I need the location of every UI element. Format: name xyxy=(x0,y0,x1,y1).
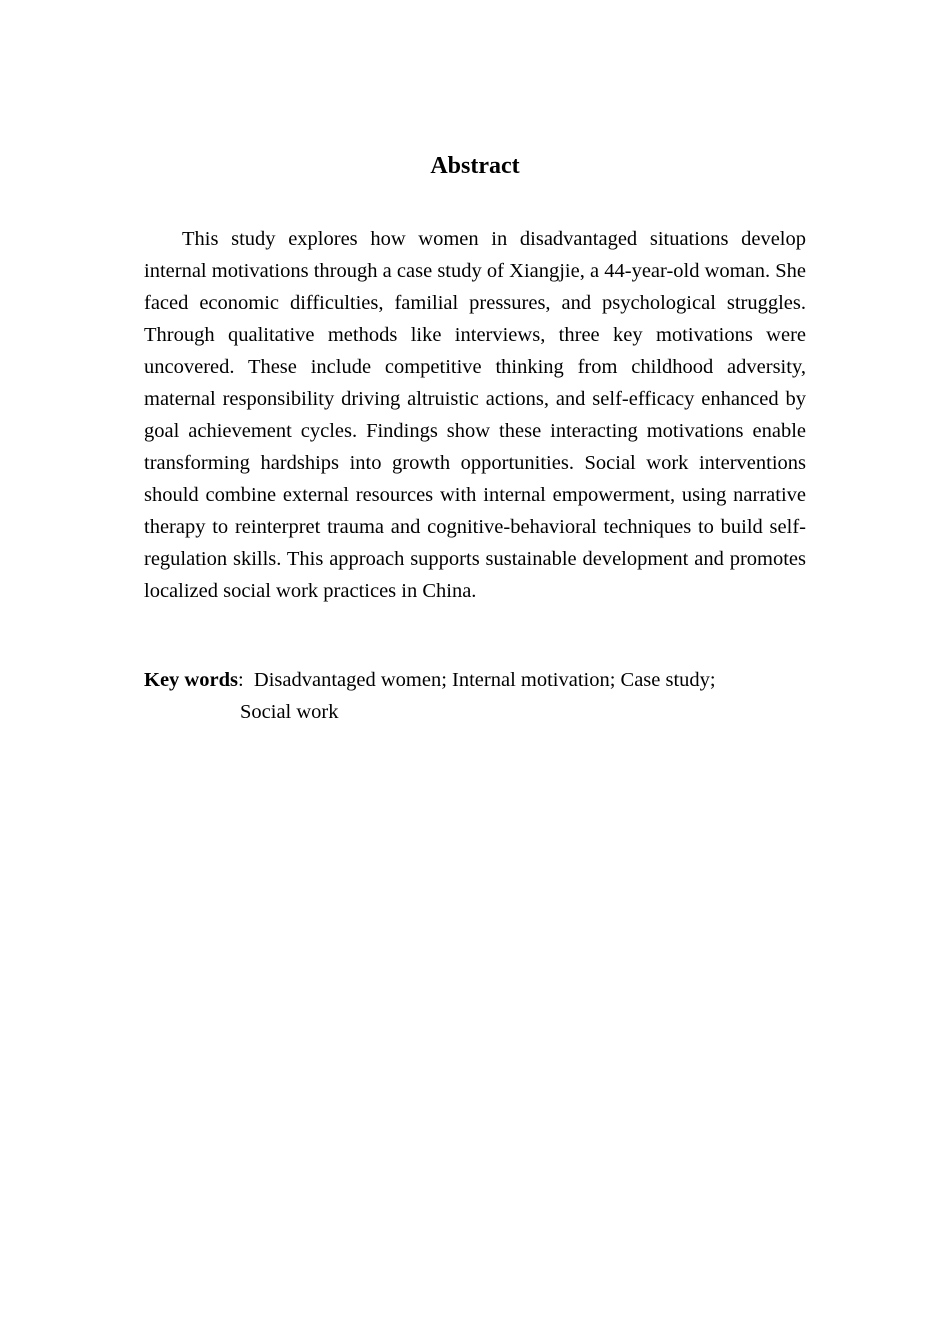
keywords-line-2: Social work xyxy=(240,701,339,723)
abstract-title: Abstract xyxy=(430,153,520,179)
keywords-line-1: Disadvantaged women; Internal motivation; Case study; xyxy=(253,669,716,691)
keywords-separator: : xyxy=(237,669,254,691)
abstract-paragraph: This study explores how women in disadvantaged situations develop internal motivations through a case study of Xiangjie, a 44-year-old woman. She faced economic difficulties, familial pressures, and psychological struggles. Through qualitative methods like interviews, three key motivations were uncovered. These include competitive thinking from childhood adversity, maternal responsibility driving altruistic actions, and self-efficacy enhanced by goal achievement cycles. Findings show these interacting motivations enable transforming hardships into growth opportunities. Social work interventions should combine external resources with internal empowerment, using narrative therapy to reinterpret trauma and cognitive-behavioral techniques to build self-regulation skills. This approach supports sustainable development and promotes localized social work practices in China. xyxy=(144,228,806,602)
keywords-section xyxy=(144,664,806,728)
keywords-label: Key words xyxy=(144,669,238,691)
